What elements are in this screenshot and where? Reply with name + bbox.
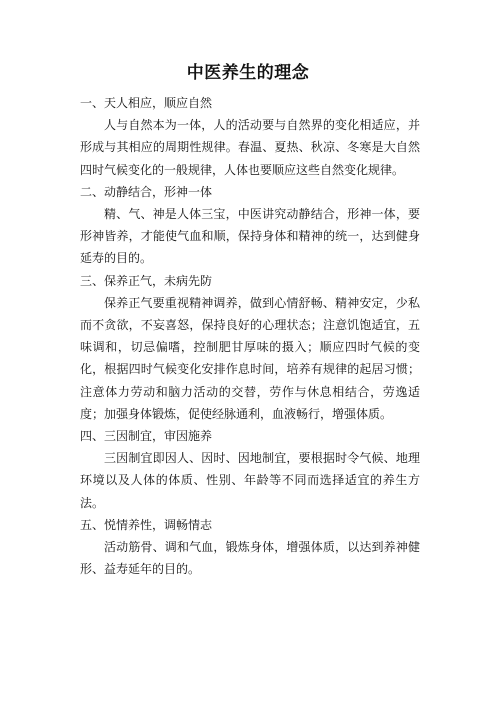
section-paragraph: 保养正气要重视精神调养，做到心情舒畅、精神安定，少私而不贪欲，不妄喜怒，保持良好的心理状态；注意饥饱适宜，五味调和，切忌偏嗜，控制肥甘厚味的摄入；顺应四时气候的变化，根据四时气候变化安排作息时间，培养有规律的起居习惯；注意体力劳动和脑力活动的交替，劳作与休息相结合，劳逸适度；加强身体锻炼，促使经脉通利，血液畅行，增强体质。	[80, 295, 420, 421]
section-paragraph: 人与自然本为一体，人的活动要与自然界的变化相适应，并形成与其相应的周期性规律。春温、夏热、秋凉、冬寒是大自然四时气候变化的一般规律，人体也要顺应这些自然变化规律。	[80, 118, 420, 177]
section-paragraph: 三因制宜即因人、因时、因地制宜，要根据时令气候、地理环境以及人体的体质、性别、年龄等不同而选择适宜的养生方法。	[80, 451, 420, 510]
section-4	[80, 425, 420, 514]
section-paragraph: 活动筋骨、调和气血，锻炼身体，增强体质，以达到养神健形、益寿延年的目的。	[80, 540, 420, 577]
section-5	[80, 514, 420, 581]
section-heading: 二、动静结合，形神一体	[80, 184, 213, 199]
section-heading: 三、保养正气，未病先防	[80, 273, 213, 288]
section-heading: 一、天人相应，顺应自然	[80, 96, 213, 110]
section-paragraph: 精、气、神是人体三宝，中医讲究动静结合，形神一体，要形神皆养，才能使气血和顺，保持身体和精神的统一，达到健身延寿的目的。	[80, 207, 420, 266]
section-heading: 五、悦情养性，调畅情志	[80, 517, 213, 532]
section-2	[80, 181, 420, 270]
section-1	[80, 92, 420, 181]
document-body	[80, 92, 420, 580]
section-heading: 四、三因制宜，审因施养	[80, 429, 213, 444]
document-title: 中医养生的理念	[186, 63, 310, 83]
section-3	[80, 270, 420, 425]
